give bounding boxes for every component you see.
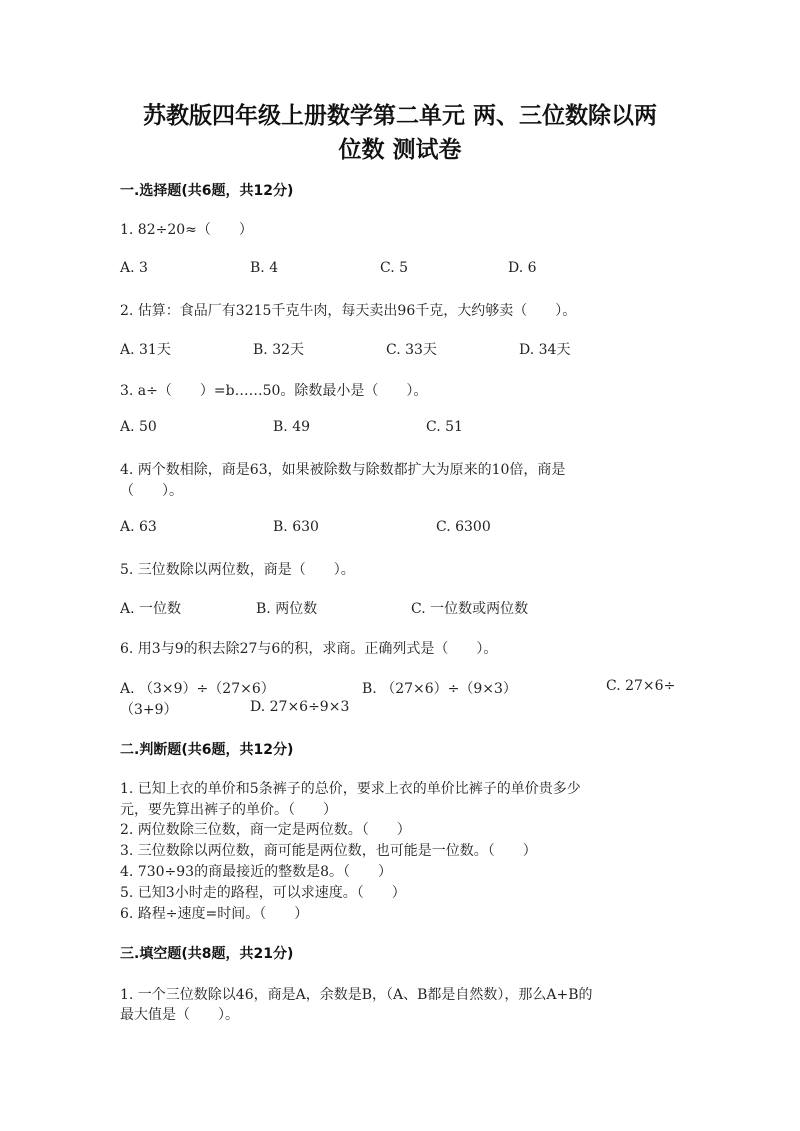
question-5-stem: 5. 三位数除以两位数，商是（ ）。 (120, 562, 355, 578)
question-3-option-c: C. 51 (426, 419, 463, 435)
judge-6: 6. 路程÷速度=时间。（ ） (120, 906, 309, 922)
question-3-option-b: B. 49 (273, 419, 311, 435)
question-1-stem: 1. 82÷20≈（ ） (120, 222, 253, 238)
judge-1-line1: 1. 已知上衣的单价和5条裤子的总价，要求上衣的单价比裤子的单价贵多少 (120, 781, 581, 797)
judge-4: 4. 730÷93的商最接近的整数是8。（ ） (120, 864, 392, 880)
question-2-option-b: B. 32天 (253, 342, 305, 358)
section-heading-fill: 三.填空题(共8题，共21分) (120, 946, 294, 962)
question-1-option-a: A. 3 (120, 260, 148, 276)
judge-5: 5. 已知3小时走的路程，可以求速度。（ ） (120, 885, 406, 901)
section-heading-judge: 二.判断题(共6题，共12分) (120, 742, 294, 758)
judge-3: 3. 三位数除以两位数，商可能是两位数，也可能是一位数。（ ） (120, 843, 537, 859)
exam-title-line2: 位数 测试卷 (338, 137, 462, 163)
question-5-option-b: B. 两位数 (256, 601, 318, 617)
question-5-option-a: A. 一位数 (120, 601, 182, 617)
question-1-option-c: C. 5 (380, 260, 409, 276)
question-2-option-a: A. 31天 (120, 342, 171, 358)
question-5-option-c: C. 一位数或两位数 (411, 601, 529, 617)
question-4-stem-line1: 4. 两个数相除，商是63，如果被除数与除数都扩大为原来的10倍，商是 (120, 462, 566, 478)
question-2-option-d: D. 34天 (519, 342, 571, 358)
question-1-option-b: B. 4 (250, 260, 279, 276)
question-6-option-c-part2: （3+9） (120, 702, 178, 718)
question-4-option-b: B. 630 (273, 519, 319, 535)
fill-1-line2: 最大值是（ ）。 (120, 1007, 239, 1023)
question-6-option-c-part1: C. 27×6÷ (606, 678, 676, 694)
question-6-option-a: A. （3×9）÷（27×6） (120, 681, 275, 697)
judge-2: 2. 两位数除三位数，商一定是两位数。（ ） (120, 822, 411, 838)
section-heading-choice: 一.选择题(共6题，共12分) (120, 183, 294, 199)
fill-1-line1: 1. 一个三位数除以46，商是A，余数是B，（A、B都是自然数），那么A+B的 (120, 987, 593, 1003)
question-2-stem: 2. 估算：食品厂有3215千克牛肉，每天卖出96千克，大约够卖（ ）。 (120, 303, 577, 319)
question-3-stem: 3. a÷（ ）=b……50。除数最小是（ ）。 (120, 383, 428, 399)
judge-1-line2: 元，要先算出裤子的单价。（ ） (120, 802, 337, 818)
question-4-option-a: A. 63 (120, 519, 157, 535)
question-6-option-d: D. 27×6÷9×3 (250, 699, 350, 715)
question-2-option-c: C. 33天 (386, 342, 437, 358)
question-6-stem: 6. 用3与9的积去除27与6的积，求商。正确列式是（ ）。 (120, 641, 498, 657)
question-4-option-c: C. 6300 (436, 519, 491, 535)
question-4-stem-line2: （ ）。 (120, 483, 183, 499)
question-1-option-d: D. 6 (508, 260, 537, 276)
question-3-option-a: A. 50 (120, 419, 157, 435)
question-6-option-b: B. （27×6）÷（9×3） (362, 681, 517, 697)
exam-title-line1: 苏教版四年级上册数学第二单元 两、三位数除以两 (142, 103, 657, 129)
